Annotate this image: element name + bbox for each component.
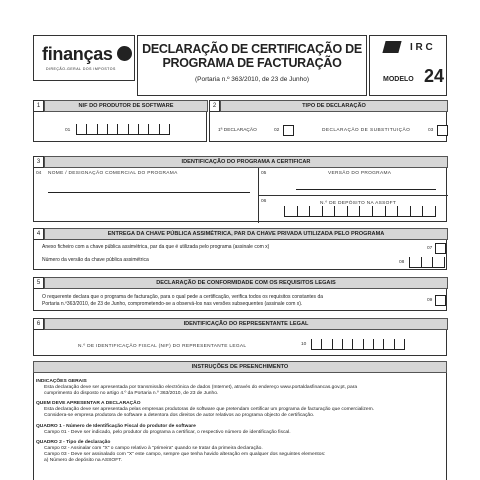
quadro-2-header <box>220 100 448 112</box>
instr-who-text-1: Esta declaração deve ser apresentada pelas empresas produtoras de software que pretendam certificar um programa de facturação que comercializem. <box>44 407 375 413</box>
field-01-code: 01 <box>65 128 71 133</box>
nif-producer-input[interactable] <box>76 124 170 135</box>
instr-q1-heading: QUADRO 1 - Número de Identificação Fiscal do produtor de software <box>36 423 196 429</box>
instructions-section <box>33 361 447 480</box>
quadro-4-number: 4 <box>33 228 44 240</box>
globe-icon <box>117 46 132 61</box>
form-title-line2: PROGRAMA DE FACTURAÇÃO <box>162 56 342 70</box>
program-version-input[interactable] <box>296 189 436 190</box>
quadro-1-title: NIF DO PRODUTOR DE SOFTWARE <box>78 103 174 109</box>
program-version-label: VERSÃO DO PROGRAMA <box>328 171 392 176</box>
conformity-checkbox[interactable] <box>435 295 446 306</box>
substitution-declaration-checkbox[interactable] <box>437 125 448 136</box>
legal-rep-nif-label: N.º DE IDENTIFICAÇÃO FISCAL (NIF) DO REPRESENTANTE LEGAL <box>78 344 247 349</box>
form-reference: (Portaria n.º 363/2010, de 23 de Junho) <box>194 76 310 83</box>
field-03-code: 03 <box>428 128 434 133</box>
assoft-deposit-input[interactable] <box>284 206 436 217</box>
modelo-label: MODELO <box>383 76 414 83</box>
instr-who-heading: QUEM DEVE APRESENTAR A DECLARAÇÃO <box>36 401 141 407</box>
quadro-3-title: IDENTIFICAÇÃO DO PROGRAMA A CERTIFICAR <box>181 159 311 165</box>
quadro-5-number: 5 <box>33 277 44 289</box>
quadro-3-number: 3 <box>33 156 44 168</box>
instr-q2-text-1: Campo 02 - Assinalar com "X" o campo relativo à "primeira" quando se tratar da primeira declaração. <box>44 446 263 452</box>
quadro-1-number: 1 <box>33 100 44 112</box>
dgci-emblem-icon <box>382 41 401 53</box>
quadro-1 <box>33 100 207 142</box>
legal-rep-nif-input[interactable] <box>311 339 405 350</box>
first-declaration-label: 1ª DECLARAÇÃO <box>218 128 257 133</box>
quadro-6 <box>33 318 447 356</box>
field-05-code: 05 <box>261 171 267 176</box>
conformity-text-line1: O requerente declara que o programa de facturação, para o qual pede a certificação, verifica todos os requisitos constantes da <box>42 294 324 300</box>
quadro-2-number: 2 <box>209 100 220 112</box>
public-key-file-label: Anexo ficheiro com a chave pública assimétrica, par da que é utilizada pelo programa (assinale com x) <box>42 244 270 250</box>
quadro-2-title: TIPO DE DECLARAÇÃO <box>302 103 366 109</box>
instr-general-text-1: Esta declaração deve ser apresentada por transmissão electrónica de dados (Internet), através do endereço www.portaldasfinancas.gov.pt, para <box>44 384 358 390</box>
substitution-declaration-label: DECLARAÇÃO DE SUBSTITUIÇÃO <box>322 128 411 133</box>
field-06-code: 06 <box>261 199 267 204</box>
first-declaration-checkbox[interactable] <box>283 125 294 136</box>
field-04-code: 04 <box>36 171 42 176</box>
key-version-input[interactable] <box>409 257 445 268</box>
instructions-title: INSTRUÇÕES DE PREENCHIMENTO <box>191 364 289 370</box>
public-key-file-checkbox[interactable] <box>435 243 446 254</box>
quadro-6-title: IDENTIFICAÇÃO DO REPRESENTANTE LEGAL <box>183 321 309 327</box>
instr-general-heading: INDICAÇÕES GERAIS <box>36 379 87 384</box>
modelo-number: 24 <box>424 66 445 86</box>
irc-label: I R C <box>410 42 433 53</box>
logo-subtitle: DIREÇÃO-GERAL DOS IMPOSTOS <box>46 67 116 71</box>
quadro-1-header <box>44 100 208 112</box>
quadro-5-header <box>44 277 448 289</box>
quadro-5-title: DECLARAÇÃO DE CONFORMIDADE COM OS REQUISITOS LEGAIS <box>156 280 336 286</box>
quadro-3-header <box>44 156 448 168</box>
instr-q2-text-3: a) Número de depósito na ASSOFT. <box>44 457 123 463</box>
field-09-code: 09 <box>427 298 433 303</box>
quadro-4-title: ENTREGA DA CHAVE PÚBLICA ASSIMÉTRICA, PAR DA CHAVE PRIVADA UTILIZADA PELO PROGRAMA <box>107 231 385 237</box>
quadro-4-header <box>44 228 448 240</box>
conformity-text-line2: Portaria n.º363/2010, de 23 de Junho, comprometendo-se a observá-los nas versões subsequentes (assinale com x). <box>42 301 303 307</box>
quadro-4 <box>33 228 447 270</box>
quadro-2 <box>209 100 447 142</box>
instr-q2-text-2: Campo 03 - Deve ser assinalado com "X" este campo, sempre que tenha havido alteração em qualquer dos seguintes elementos: <box>44 451 326 457</box>
instr-q1-text: Campo 01 - Deve ser indicado, pelo produtor do programa a certificar, o respectivo número de identificação fiscal. <box>44 429 291 435</box>
header-title-box <box>137 35 367 96</box>
header-logo-box <box>33 35 135 81</box>
field-08-code: 08 <box>399 260 405 265</box>
assoft-deposit-label: N.º DE DEPÓSITO NA ASSOFT <box>320 201 397 206</box>
form-title-line1: DECLARAÇÃO DE CERTIFICAÇÃO DE <box>142 42 362 56</box>
program-name-input[interactable] <box>48 192 250 193</box>
program-name-label: NOME / DESIGNAÇÃO COMERCIAL DO PROGRAMA <box>48 171 178 176</box>
instr-general-text-2: cumprimento do disposto no artigo 4.º da Portaria n.º 363/2010, de 23 de Junho. <box>44 390 219 396</box>
quadro-3 <box>33 156 447 222</box>
instructions-body <box>36 376 444 464</box>
instr-who-text-2: Considera-se empresa produtora de software a detentora dos direitos de autor relativos ao programa objecto de certificação. <box>44 412 315 418</box>
quadro-6-header <box>44 318 448 330</box>
field-02-code: 02 <box>274 128 280 133</box>
field-10-code: 10 <box>301 342 307 347</box>
quadro-5 <box>33 277 447 311</box>
financas-logo: finanças <box>42 44 113 64</box>
header-irc-box <box>369 35 447 96</box>
instructions-header <box>33 361 447 373</box>
key-version-label: Número da versão da chave pública assimétrica <box>42 257 149 263</box>
instr-q2-heading: QUADRO 2 - Tipo de declaração <box>36 440 111 446</box>
quadro-6-number: 6 <box>33 318 44 330</box>
field-07-code: 07 <box>427 246 433 251</box>
